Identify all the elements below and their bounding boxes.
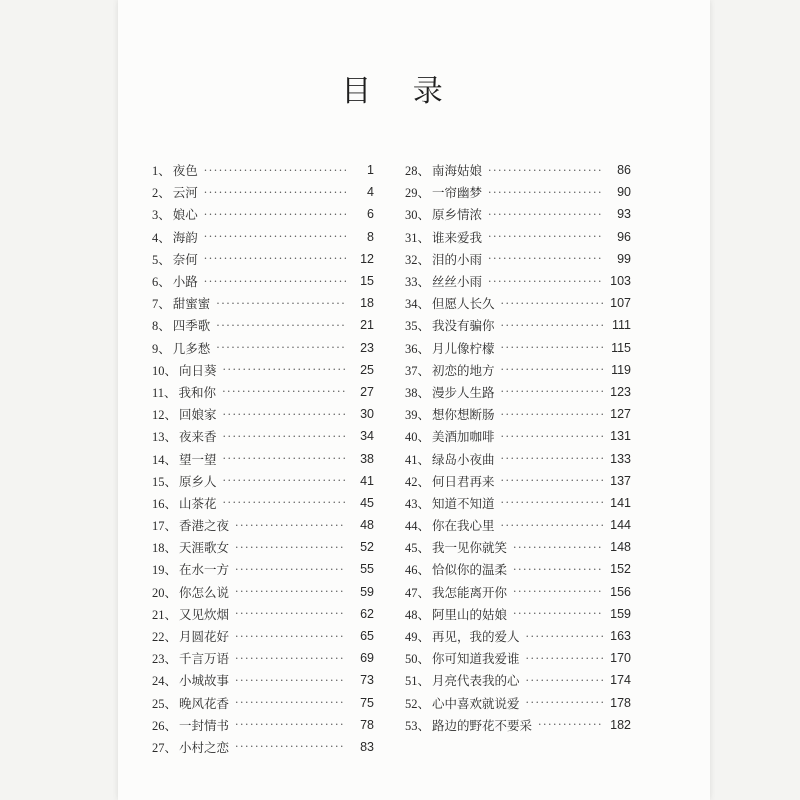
leader-dots (501, 341, 603, 354)
leader-dots (501, 363, 603, 376)
leader-dots (223, 496, 346, 509)
entry-page-number: 174 (610, 673, 631, 688)
entry-number: 32、 (405, 252, 431, 267)
entry-page-number: 93 (617, 207, 631, 222)
toc-entry (405, 359, 631, 381)
entry-number: 4、 (152, 230, 171, 245)
entry-page-number: 148 (610, 540, 631, 555)
entry-title: 一帘幽梦 (432, 185, 483, 201)
toc-entry (152, 381, 374, 403)
entry-title: 月圆花好 (179, 629, 230, 645)
leader-dots (526, 696, 603, 709)
entry-title: 甜蜜蜜 (172, 296, 211, 312)
entry-page-number: 99 (617, 251, 631, 266)
leader-dots (204, 186, 346, 199)
entry-number: 49、 (405, 630, 431, 645)
entry-title: 小村之恋 (179, 739, 230, 755)
toc-entry (405, 581, 631, 603)
toc-entry (152, 159, 374, 181)
entry-page-number: 52 (360, 540, 374, 555)
entry-page-number: 115 (611, 340, 631, 355)
entry-page-number: 178 (610, 695, 631, 710)
toc-entry (152, 492, 374, 514)
entry-page-number: 163 (610, 629, 631, 644)
entry-number: 28、 (405, 164, 431, 179)
entry-title: 我和你 (178, 384, 217, 400)
entry-title: 晚风花香 (179, 695, 230, 711)
toc-entry (405, 514, 631, 536)
entry-title: 想你想断肠 (432, 407, 495, 423)
entry-page-number: 159 (610, 606, 631, 621)
toc-entry (152, 692, 374, 714)
leader-dots (235, 718, 346, 731)
entry-number: 18、 (152, 541, 178, 556)
entry-number: 14、 (152, 452, 178, 467)
leader-dots (204, 208, 346, 221)
leader-dots (488, 230, 603, 243)
toc-entry (152, 647, 374, 669)
entry-title: 你怎么说 (179, 584, 230, 600)
entry-page-number: 23 (360, 340, 374, 355)
entry-page-number: 86 (617, 163, 631, 178)
entry-number: 16、 (152, 496, 178, 511)
leader-dots (501, 519, 603, 532)
leader-dots (235, 585, 346, 598)
leader-dots (235, 563, 346, 576)
entry-title: 南海姑娘 (432, 163, 483, 179)
toc-entry (152, 292, 374, 314)
entry-title: 初恋的地方 (432, 362, 495, 378)
entry-page-number: 119 (611, 362, 631, 377)
toc-entry (405, 692, 631, 714)
entry-page-number: 137 (610, 473, 631, 488)
leader-dots (223, 363, 346, 376)
entry-title: 夜来香 (179, 429, 217, 445)
entry-page-number: 156 (610, 584, 631, 599)
toc-entry (405, 447, 631, 469)
toc-entry (405, 337, 631, 359)
entry-page-number: 131 (610, 429, 631, 444)
toc-entry (405, 425, 631, 447)
entry-title: 我怎能离开你 (432, 584, 508, 600)
toc-entry (152, 558, 374, 580)
toc-column-right (405, 159, 631, 736)
entry-page-number: 6 (367, 207, 374, 222)
entry-page-number: 107 (610, 296, 631, 311)
entry-page-number: 83 (360, 739, 374, 754)
leader-dots (526, 630, 603, 643)
leader-dots (223, 430, 346, 443)
entry-title: 泪的小雨 (432, 251, 483, 267)
entry-number: 11、 (152, 385, 177, 400)
entry-number: 31、 (405, 230, 431, 245)
entry-page-number: 144 (610, 518, 631, 533)
entry-number: 5、 (152, 252, 171, 267)
entry-number: 6、 (152, 275, 171, 290)
toc-entry (405, 647, 631, 669)
toc-entry (405, 470, 631, 492)
entry-title: 我一见你就笑 (432, 540, 508, 556)
toc-entry (152, 581, 374, 603)
toc-entry (152, 337, 374, 359)
entry-page-number: 18 (360, 296, 374, 311)
entry-title: 心中喜欢就说爱 (432, 695, 520, 711)
entry-number: 30、 (405, 208, 431, 223)
entry-page-number: 73 (360, 673, 374, 688)
entry-page-number: 41 (360, 473, 374, 488)
leader-dots (501, 474, 603, 487)
toc-entry (152, 314, 374, 336)
leader-dots (488, 252, 603, 265)
entry-page-number: 65 (360, 629, 374, 644)
entry-number: 24、 (152, 674, 178, 689)
entry-title: 千言万语 (179, 651, 230, 667)
toc-entry (152, 425, 374, 447)
entry-page-number: 75 (360, 695, 374, 710)
entry-title: 香港之夜 (179, 518, 230, 534)
entry-page-number: 127 (610, 407, 631, 422)
entry-number: 33、 (405, 275, 431, 290)
leader-dots (235, 674, 346, 687)
entry-number: 40、 (405, 430, 431, 445)
entry-number: 29、 (405, 186, 431, 201)
entry-page-number: 170 (610, 651, 631, 666)
entry-title: 阿里山的姑娘 (432, 606, 508, 622)
entry-number: 3、 (152, 208, 171, 223)
toc-entry (152, 270, 374, 292)
entry-number: 12、 (152, 408, 178, 423)
entry-page-number: 152 (610, 562, 631, 577)
entry-page-number: 4 (367, 185, 374, 200)
entry-title: 但愿人长久 (432, 296, 495, 312)
entry-title: 漫步人生路 (432, 384, 495, 400)
entry-page-number: 25 (360, 362, 374, 377)
entry-number: 1、 (152, 164, 171, 179)
toc-entry (405, 558, 631, 580)
leader-dots (513, 563, 603, 576)
leader-dots (204, 164, 346, 177)
toc-entry (405, 270, 631, 292)
entry-number: 41、 (405, 452, 431, 467)
entry-title: 美酒加咖啡 (432, 429, 495, 445)
entry-title: 你可知道我爱谁 (432, 651, 520, 667)
toc-entry (152, 714, 374, 736)
entry-number: 21、 (152, 607, 178, 622)
toc-entry (405, 159, 631, 181)
entry-title: 我没有骗你 (432, 318, 495, 334)
entry-number: 35、 (405, 319, 431, 334)
entry-title: 月亮代表我的心 (432, 673, 520, 689)
entry-title: 又见炊烟 (179, 606, 230, 622)
toc-entry (405, 714, 631, 736)
entry-title: 月儿像柠檬 (432, 340, 495, 356)
toc-entry (405, 669, 631, 691)
entry-title: 一封情书 (179, 717, 230, 733)
leader-dots (235, 696, 346, 709)
entry-page-number: 34 (360, 429, 374, 444)
leader-dots (204, 230, 346, 243)
entry-number: 8、 (152, 319, 171, 334)
entry-number: 23、 (152, 652, 178, 667)
entry-page-number: 111 (611, 318, 631, 333)
toc-entry (152, 669, 374, 691)
toc-entry (152, 226, 374, 248)
toc-entry (405, 381, 631, 403)
leader-dots (526, 652, 603, 665)
entry-page-number: 78 (360, 717, 374, 732)
entry-title: 再见，我的爱人 (432, 629, 520, 645)
entry-number: 53、 (405, 718, 431, 733)
entry-page-number: 59 (360, 584, 374, 599)
entry-number: 46、 (405, 563, 431, 578)
leader-dots (501, 496, 603, 509)
toc-entry (405, 625, 631, 647)
toc-entry (152, 625, 374, 647)
leader-dots (204, 275, 346, 288)
entry-title: 海韵 (172, 229, 198, 245)
entry-number: 48、 (405, 607, 431, 622)
entry-number: 26、 (152, 718, 178, 733)
entry-page-number: 30 (360, 407, 374, 422)
entry-title: 望一望 (179, 451, 217, 467)
leader-dots (526, 674, 603, 687)
entry-number: 47、 (405, 585, 431, 600)
leader-dots (223, 474, 346, 487)
entry-page-number: 15 (360, 274, 374, 289)
leader-dots (501, 452, 603, 465)
toc-entry (152, 603, 374, 625)
entry-title: 向日葵 (179, 362, 217, 378)
leader-dots (501, 408, 603, 421)
entry-title: 山茶花 (179, 495, 217, 511)
entry-page-number: 55 (360, 562, 374, 577)
entry-number: 17、 (152, 519, 178, 534)
entry-page-number: 182 (610, 717, 631, 732)
toc-entry (405, 314, 631, 336)
entry-title: 云河 (172, 185, 198, 201)
leader-dots (235, 607, 346, 620)
toc-entry (152, 470, 374, 492)
entry-number: 19、 (152, 563, 178, 578)
entry-number: 34、 (405, 297, 431, 312)
leader-dots (223, 408, 346, 421)
leader-dots (501, 430, 603, 443)
entry-page-number: 141 (610, 495, 631, 510)
toc-entry (405, 203, 631, 225)
entry-number: 38、 (405, 385, 431, 400)
entry-number: 9、 (152, 341, 171, 356)
entry-title: 娘心 (172, 207, 198, 223)
entry-page-number: 69 (360, 651, 374, 666)
entry-title: 小路 (172, 274, 198, 290)
entry-number: 25、 (152, 696, 178, 711)
entry-page-number: 8 (367, 229, 374, 244)
leader-dots (538, 718, 603, 731)
entry-page-number: 1 (367, 163, 374, 178)
entry-number: 43、 (405, 496, 431, 511)
entry-title: 何日君再来 (432, 473, 495, 489)
toc-column-left (152, 159, 374, 758)
leader-dots (488, 186, 603, 199)
toc-entry (152, 181, 374, 203)
leader-dots (222, 385, 346, 398)
entry-title: 绿岛小夜曲 (432, 451, 495, 467)
entry-number: 20、 (152, 585, 178, 600)
entry-page-number: 133 (610, 451, 631, 466)
entry-number: 22、 (152, 630, 178, 645)
entry-title: 知道不知道 (432, 495, 495, 511)
entry-title: 几多愁 (172, 340, 211, 356)
leader-dots (488, 208, 603, 221)
entry-number: 36、 (405, 341, 431, 356)
entry-number: 44、 (405, 519, 431, 534)
leader-dots (501, 319, 603, 332)
entry-number: 51、 (405, 674, 431, 689)
entry-number: 7、 (152, 297, 171, 312)
leader-dots (235, 652, 346, 665)
toc-entry (152, 403, 374, 425)
entry-page-number: 48 (360, 518, 374, 533)
entry-title: 回娘家 (179, 407, 217, 423)
entry-number: 45、 (405, 541, 431, 556)
entry-title: 夜色 (172, 163, 198, 179)
entry-page-number: 96 (617, 229, 631, 244)
toc-entry (152, 248, 374, 270)
entry-page-number: 21 (360, 318, 374, 333)
entry-title: 路边的野花不要采 (432, 717, 533, 733)
entry-number: 15、 (152, 474, 178, 489)
page-title: 目 录 (341, 74, 459, 109)
entry-number: 27、 (152, 740, 178, 755)
leader-dots (488, 275, 603, 288)
entry-title: 你在我心里 (432, 518, 495, 534)
leader-dots (216, 297, 346, 310)
toc-entry (405, 181, 631, 203)
toc-entry (405, 536, 631, 558)
leader-dots (235, 541, 346, 554)
entry-number: 42、 (405, 474, 431, 489)
entry-title: 在水一方 (179, 562, 230, 578)
leader-dots (235, 519, 346, 532)
entry-title: 小城故事 (179, 673, 230, 689)
entry-page-number: 62 (360, 606, 374, 621)
leader-dots (216, 341, 346, 354)
leader-dots (501, 385, 603, 398)
leader-dots (488, 164, 603, 177)
toc-entry (405, 403, 631, 425)
leader-dots (216, 319, 346, 332)
leader-dots (223, 452, 346, 465)
entry-number: 52、 (405, 696, 431, 711)
leader-dots (204, 252, 346, 265)
entry-title: 原乡人 (179, 473, 217, 489)
toc-entry (405, 603, 631, 625)
leader-dots (513, 541, 603, 554)
entry-title: 奈何 (172, 251, 198, 267)
leader-dots (235, 740, 346, 753)
toc-entry (152, 536, 374, 558)
toc-entry (405, 492, 631, 514)
toc-entry (152, 736, 374, 758)
leader-dots (501, 297, 603, 310)
entry-number: 37、 (405, 363, 431, 378)
toc-entry (152, 203, 374, 225)
toc-entry (152, 359, 374, 381)
entry-number: 10、 (152, 363, 178, 378)
entry-page-number: 27 (360, 384, 374, 399)
entry-number: 50、 (405, 652, 431, 667)
entry-title: 四季歌 (172, 318, 211, 334)
entry-page-number: 103 (610, 274, 631, 289)
entry-page-number: 12 (360, 251, 374, 266)
toc-entry (152, 447, 374, 469)
entry-title: 恰似你的温柔 (432, 562, 508, 578)
leader-dots (513, 585, 603, 598)
toc-entry (405, 226, 631, 248)
toc-entry (405, 292, 631, 314)
entry-page-number: 123 (610, 384, 631, 399)
entry-page-number: 45 (360, 495, 374, 510)
toc-entry (152, 514, 374, 536)
entry-title: 天涯歌女 (179, 540, 230, 556)
leader-dots (513, 607, 603, 620)
entry-number: 13、 (152, 430, 178, 445)
entry-number: 2、 (152, 186, 171, 201)
entry-title: 谁来爱我 (432, 229, 483, 245)
leader-dots (235, 630, 346, 643)
entry-title: 原乡情浓 (432, 207, 483, 223)
entry-page-number: 90 (617, 185, 631, 200)
toc-entry (405, 248, 631, 270)
entry-page-number: 38 (360, 451, 374, 466)
entry-number: 39、 (405, 408, 431, 423)
entry-title: 丝丝小雨 (432, 274, 483, 290)
